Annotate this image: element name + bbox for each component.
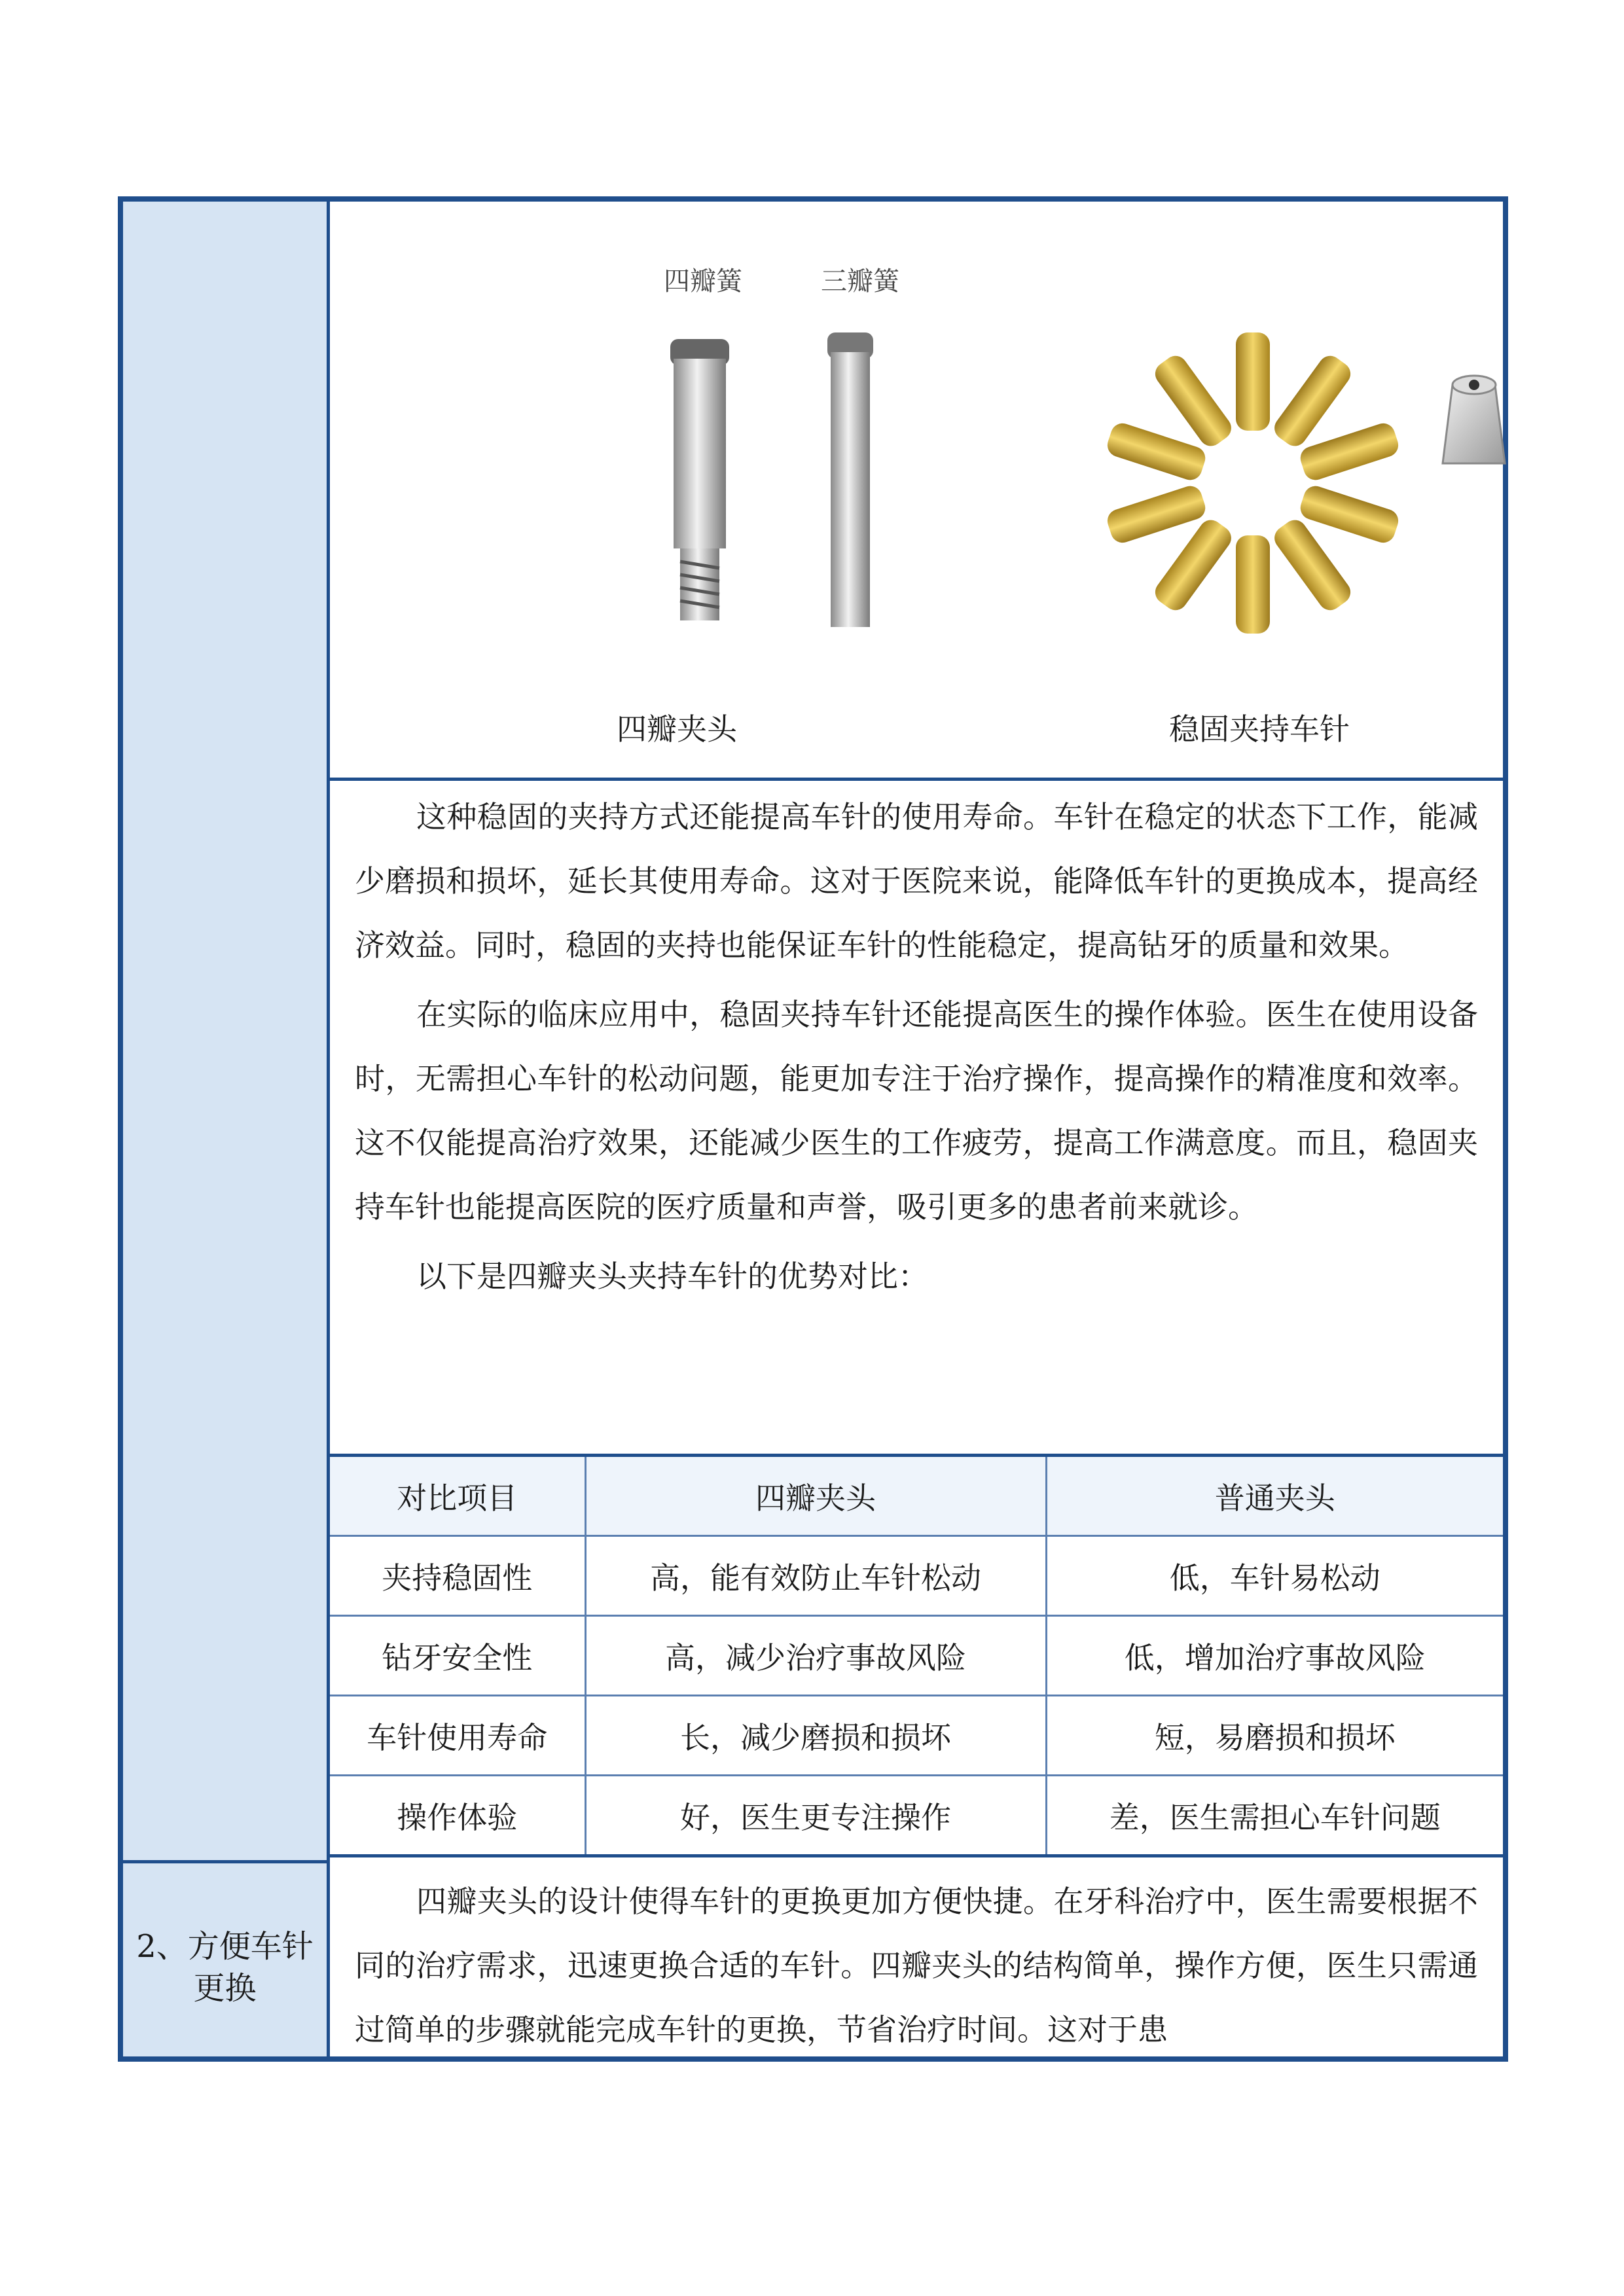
gold-collets-figure: [1096, 300, 1515, 666]
caption-stable-clamp: 稳固夹持车针: [1169, 711, 1350, 747]
section2-paragraph: 四瓣夹头的设计使得车针的更换更加方便快捷。在牙科治疗中，医生需要根据不同的治疗需求，迅速更换合适的车针。四瓣夹头的结构简单，操作方便，医生只需通过简单的步骤就能完成车针的更换，节省治疗时间。这对于患: [355, 1884, 1478, 2047]
paragraph-1: 这种稳固的夹持方式还能提高车针的使用寿命。车针在稳定的状态下工作，能减少磨损和损坏，延长其使用寿命。这对于医院来说，能降低车针的更换成本，提高经济效益。同时，稳固的夹持也能保证车针的性能稳定，提高钻牙的质量和效果。: [355, 799, 1478, 963]
table-row: [330, 1616, 1503, 1696]
paragraph-2: 在实际的临床应用中，稳固夹持车针还能提高医生的操作体验。医生在使用设备时，无需担心车针的松动问题，能更加专注于治疗操作，提高操作的精准度和效率。这不仅能提高治疗效果，还能减少医生的工作疲劳，提高工作满意度。而且，稳固夹持车针也能提高医院的医疗质量和声誉，吸引更多的患者前来就诊。: [355, 997, 1478, 1225]
paragraph-3: 以下是四瓣夹头夹持车针的优势对比：: [416, 1259, 928, 1294]
table-cell: 夹持稳固性: [330, 1536, 585, 1616]
table-cell: 高，减少治疗事故风险: [585, 1616, 1046, 1696]
table-cell: 高，能有效防止车针松动: [585, 1536, 1046, 1616]
three-petal-collet: [827, 332, 873, 627]
label-three-petal: 三瓣簧: [821, 266, 899, 296]
section-label: 2、方便车针更换: [136, 1928, 314, 2007]
table-header-cell: 普通夹头: [1046, 1456, 1503, 1536]
content-table: [118, 196, 1508, 2062]
table-row: [330, 1776, 1503, 1856]
comparison-table: [330, 1454, 1503, 1857]
table-header-cell: 四瓣夹头: [585, 1456, 1046, 1536]
table-cell: 钻牙安全性: [330, 1616, 585, 1696]
section2-text: [330, 1867, 1503, 2062]
caption-four-petal: 四瓣夹头: [617, 711, 737, 747]
table-cell: 短，易磨损和损坏: [1046, 1696, 1503, 1776]
table-cell: 长，减少磨损和损坏: [585, 1696, 1046, 1776]
silver-collets-figure: [611, 260, 952, 666]
collet-nut: [1443, 376, 1505, 463]
table-cell: 低，车针易松动: [1046, 1536, 1503, 1616]
table-cell: 车针使用寿命: [330, 1696, 585, 1776]
table-header-row: [330, 1456, 1503, 1536]
table-header-cell: 对比项目: [330, 1456, 585, 1536]
body-text: [330, 781, 1503, 1308]
table-row: [330, 1536, 1503, 1616]
table-cell: 差，医生需担心车针问题: [1046, 1776, 1503, 1856]
left-column: [123, 202, 330, 2056]
gold-collet-ring: [1104, 332, 1401, 634]
table-row: [330, 1696, 1503, 1776]
image-area: [330, 202, 1503, 781]
table-cell: 好，医生更专注操作: [585, 1776, 1046, 1856]
left-divider: [123, 1860, 330, 1863]
label-four-petal: 四瓣簧: [664, 266, 742, 296]
table-cell: 操作体验: [330, 1776, 585, 1856]
four-petal-collet: [670, 339, 729, 620]
table-cell: 低，增加治疗事故风险: [1046, 1616, 1503, 1696]
